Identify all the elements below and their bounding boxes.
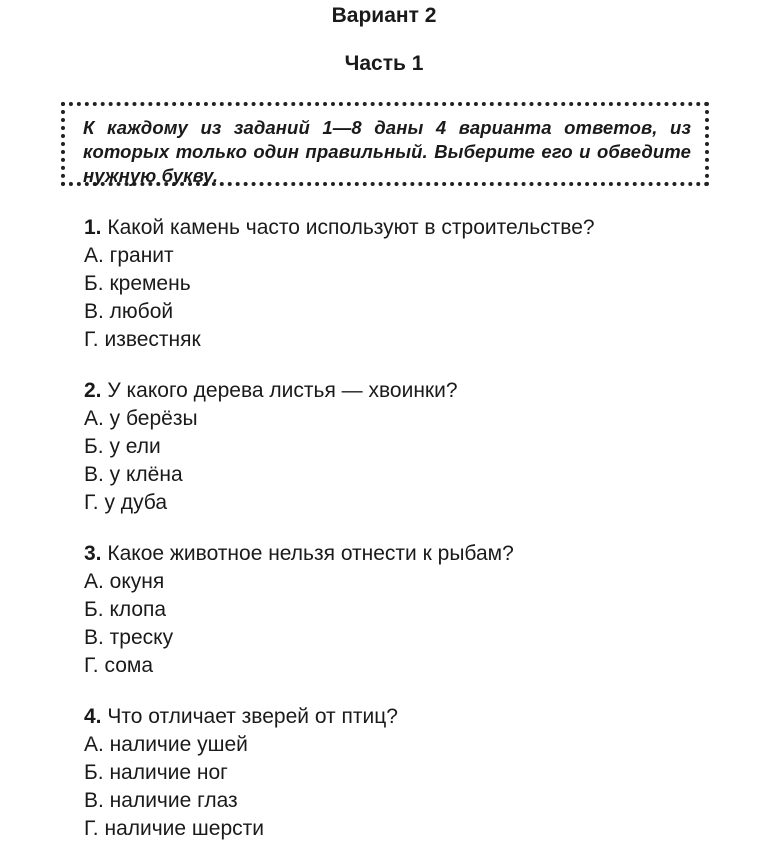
answer-option-b[interactable]: Б. кремень bbox=[84, 272, 191, 295]
answer-option-b[interactable]: Б. клопа bbox=[84, 598, 167, 621]
answer-options bbox=[84, 568, 724, 680]
question-number: 1. bbox=[84, 216, 102, 239]
answer-option-c[interactable]: В. треску bbox=[84, 626, 174, 649]
answer-option-c[interactable]: В. любой bbox=[84, 300, 174, 323]
instruction-text: К каждому из заданий 1—8 даны 4 варианта ответов, из которых только один правильный. Выберите его и обведите нужную букву. bbox=[83, 117, 691, 186]
question-text bbox=[84, 214, 724, 242]
answer-option-a[interactable]: А. наличие ушей bbox=[84, 733, 248, 756]
part-heading: Часть 1 bbox=[344, 52, 424, 75]
question-text bbox=[84, 703, 724, 731]
question-3 bbox=[84, 540, 724, 680]
question-label: Какое животное нельзя отнести к рыбам? bbox=[107, 542, 514, 565]
question-number: 2. bbox=[84, 379, 102, 402]
answer-option-a[interactable]: А. гранит bbox=[84, 244, 174, 267]
question-text bbox=[84, 540, 724, 568]
answer-option-d[interactable]: Г. сома bbox=[84, 654, 154, 677]
question-4 bbox=[84, 703, 724, 843]
answer-options bbox=[84, 731, 724, 843]
variant-heading: Вариант 2 bbox=[331, 4, 437, 27]
answer-options bbox=[84, 405, 724, 517]
answer-option-d[interactable]: Г. известняк bbox=[84, 328, 201, 351]
answer-option-a[interactable]: А. у берёзы bbox=[84, 407, 198, 430]
question-number: 4. bbox=[84, 705, 102, 728]
answer-option-b[interactable]: Б. у ели bbox=[84, 435, 161, 458]
question-2 bbox=[84, 377, 724, 517]
question-1 bbox=[84, 214, 724, 354]
answer-option-b[interactable]: Б. наличие ног bbox=[84, 761, 228, 784]
question-number: 3. bbox=[84, 542, 102, 565]
answer-option-c[interactable]: В. наличие глаз bbox=[84, 789, 238, 812]
question-label: Какой камень часто используют в строительстве? bbox=[107, 216, 595, 239]
question-text bbox=[84, 377, 724, 405]
answer-option-a[interactable]: А. окуня bbox=[84, 570, 165, 593]
answer-option-d[interactable]: Г. наличие шерсти bbox=[84, 817, 264, 840]
instruction-box bbox=[61, 102, 709, 186]
question-label: У какого дерева листья — хвоинки? bbox=[107, 379, 458, 402]
question-label: Что отличает зверей от птиц? bbox=[107, 705, 398, 728]
answer-options bbox=[84, 242, 724, 354]
answer-option-d[interactable]: Г. у дуба bbox=[84, 491, 168, 514]
answer-option-c[interactable]: В. у клёна bbox=[84, 463, 183, 486]
